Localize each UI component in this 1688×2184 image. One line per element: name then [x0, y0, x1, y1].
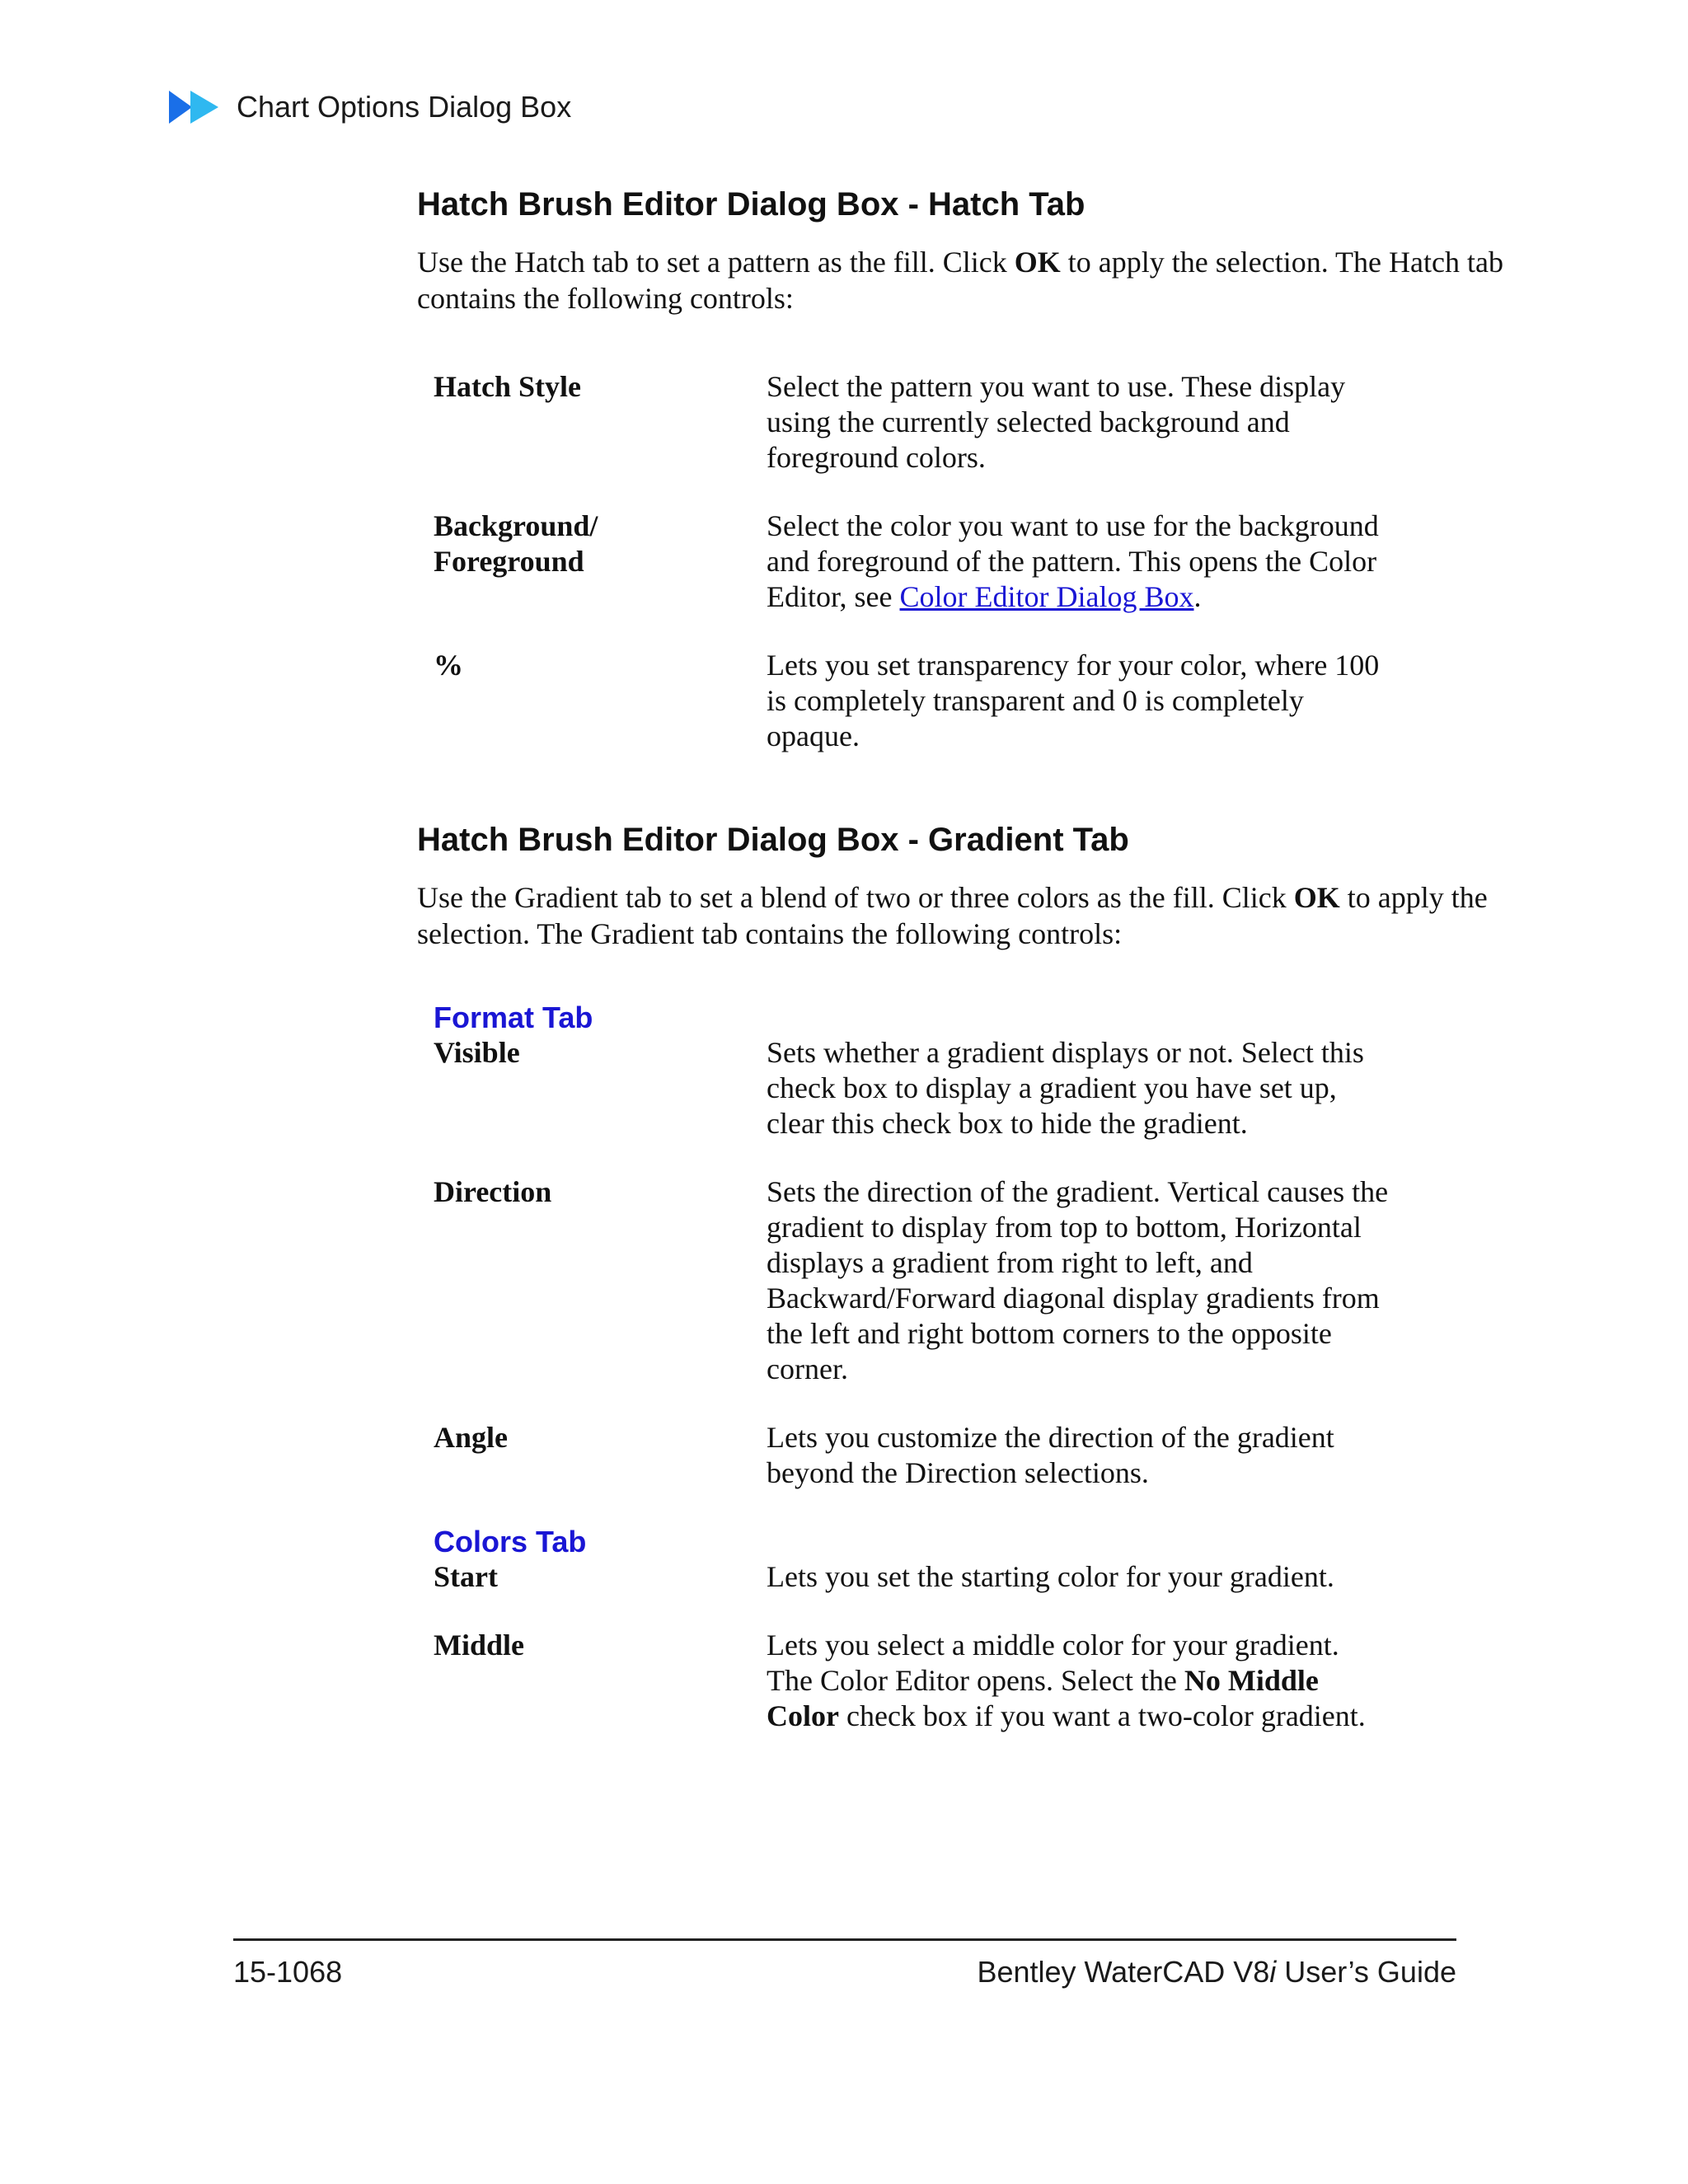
table-row	[434, 369, 1390, 509]
guide-title-italic: i	[1269, 1955, 1277, 1989]
footer-divider	[233, 1938, 1456, 1941]
table-row	[434, 1628, 1390, 1767]
guide-title	[977, 1955, 1456, 1990]
term-direction: Direction	[434, 1175, 552, 1208]
table-row	[434, 509, 1390, 648]
intro-bold-ok: OK	[1293, 881, 1340, 914]
header-title: Chart Options Dialog Box	[237, 90, 572, 124]
term-line: Foreground	[434, 545, 584, 578]
hatch-controls-table	[434, 369, 1390, 787]
intro-text: Use the Gradient tab to set a blend of two or three colors as the fill. Click	[417, 881, 1294, 914]
desc-hatch-style: Select the pattern you want to use. These display using the currently selected background and foreground colors.	[767, 370, 1346, 474]
table-row	[434, 648, 1390, 787]
term-percent: %	[434, 649, 463, 682]
running-header	[169, 87, 571, 128]
desc-text: Select the color you want to use for the background and foreground of the pattern. This opens the Color Editor, see	[767, 509, 1379, 613]
color-editor-link[interactable]: Color Editor Dialog Box	[899, 580, 1194, 613]
table-row	[434, 1174, 1390, 1420]
table-row	[434, 1035, 1390, 1174]
gradient-controls-table	[434, 1000, 1390, 1767]
desc-text: .	[1193, 580, 1202, 613]
page-content	[417, 183, 1505, 1767]
intro-text: to apply the selection. The Gradient tab contains the following controls:	[417, 881, 1488, 950]
guide-title-text: User’s Guide	[1276, 1955, 1456, 1989]
desc-visible: Sets whether a gradient displays or not. Select this check box to display a gradient you have set up, clear this check box to hide the gradient.	[767, 1036, 1364, 1140]
desc-percent: Lets you set transparency for your color, where 100 is completely transparent and 0 is completely opaque.	[767, 649, 1380, 752]
table-row	[434, 1524, 1390, 1559]
intro-bold-ok: OK	[1014, 246, 1061, 279]
gradient-tab-intro	[417, 879, 1505, 952]
table-row	[434, 1420, 1390, 1524]
term-visible: Visible	[434, 1036, 520, 1069]
term-middle: Middle	[434, 1629, 525, 1661]
double-arrow-icon	[169, 89, 220, 125]
term-background-foreground	[434, 509, 767, 648]
intro-text: Use the Hatch tab to set a pattern as the fill. Click	[417, 246, 1015, 279]
intro-text: to apply the selection. The Hatch tab contains the following controls:	[417, 246, 1503, 315]
gradient-tab-heading: Hatch Brush Editor Dialog Box - Gradient Tab	[417, 822, 1129, 858]
hatch-tab-intro	[417, 244, 1505, 316]
desc-start: Lets you set the starting color for your gradient.	[767, 1560, 1334, 1593]
hatch-tab-heading: Hatch Brush Editor Dialog Box - Hatch Tab	[417, 186, 1085, 223]
table-row	[434, 1559, 1390, 1628]
table-row	[434, 1000, 1390, 1035]
format-tab-subheading: Format Tab	[434, 1001, 593, 1034]
guide-title-text: Bentley WaterCAD V8	[977, 1955, 1270, 1989]
desc-bold-no-middle-color: No Middle Color	[767, 1664, 1319, 1732]
term-line: Background/	[434, 509, 598, 542]
colors-tab-subheading: Colors Tab	[434, 1525, 587, 1558]
page-number: 15-1068	[233, 1955, 343, 1989]
desc-direction: Sets the direction of the gradient. Vertical causes the gradient to display from top to bottom, Horizontal displays a gradient from right to left, and Backward/Forward diagonal display gradients from the left and right bottom corners to the opposite corner.	[767, 1175, 1389, 1385]
term-hatch-style: Hatch Style	[434, 370, 581, 403]
desc-text: check box if you want a two-color gradient.	[838, 1699, 1366, 1732]
desc-angle: Lets you customize the direction of the gradient beyond the Direction selections.	[767, 1421, 1334, 1489]
term-angle: Angle	[434, 1421, 508, 1454]
term-start: Start	[434, 1560, 498, 1593]
desc-text: Lets you select a middle color for your gradient. The Color Editor opens. Select the	[767, 1629, 1339, 1697]
desc-middle	[767, 1628, 1390, 1767]
desc-background-foreground	[767, 509, 1390, 648]
